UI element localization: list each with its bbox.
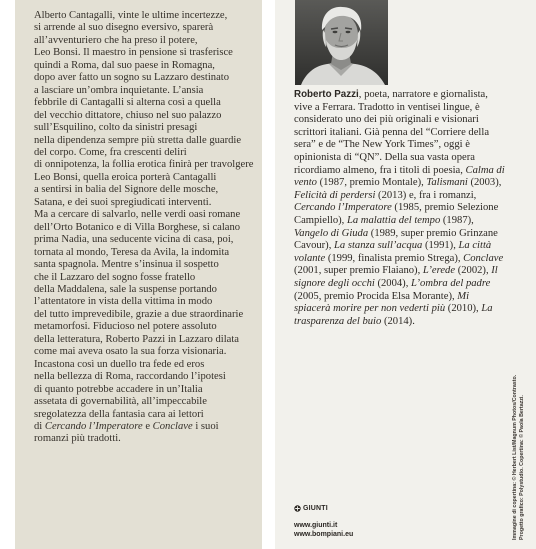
synopsis-last-line: di Cercando l’Imperatore e Conclave i suoi xyxy=(34,420,219,432)
bio-text-segment: (2004), xyxy=(374,277,412,289)
image-credits xyxy=(512,374,530,540)
synopsis-body: Alberto Cantagalli, vinte le ultime incertezze, si arrende al suo disegno eversivo, sparerà all’avventuriero che ha preso il potere, Leo Bonsi. Il maestro in pensione si trasferisce quindi a Roma, dal suo paese in Romagna, dopo aver fatto un sogno su Lazzaro destinato a lasciare un’ombra inquietante. L’ansia febbrile di Cantagalli si alterna così a quella del vecchio dittatore, chiuso nel suo palazzo sull’Esquilino, colto da sinistri presagi nella dipendenza sempre più stretta dalle guardie del corpo. Come, fra crescenti deliri di onnipotenza, la follia erotica finirà per travolgere Leo Bonsi, quella eroica porterà Cantagalli a sentirsi in balia del Signore delle mosche, Satana, e dei suoi spregiudicati interventi. Ma a cercare di salvarlo, nelle verdi oasi romane dell’Orto Botanico e di Villa Borghese, si calano prima Nadia, una seducente vicina di casa, poi, tornata al mondo, Teresa da Avila, la indomita santa spagnola. Mentre s’insinua il sospetto che il Lazzaro del sogno fosse fratello della Maddalena, sale la suspense portando l’attentatore in vista della vittima in modo del tutto imprevedibile, grazie a due straordinarie metamorfosi. Fiducioso nel potere assoluto della letteratura, Roberto Pazzi in Lazzaro dilata come mai aveva osato la sua forza visionaria. Incastona così un duello tra fede ed eros nella bellezza di Roma, raccordando l’ipotesi di quanto potrebbe accadere in un’Italia assetata di governabilità, all’impeccabile sregolatezza della fantasia cara ai lettori xyxy=(34,10,254,420)
bio-text-segment: (2001, super premio Flaiano), xyxy=(294,265,423,277)
bio-text-segment: (1987, premio Montale), xyxy=(316,177,427,189)
bio-text-segment: (1985, premio Selezione Campiello), xyxy=(294,202,499,226)
bio-text-segment: (2014). xyxy=(381,315,415,327)
bio-text-segment: , poeta, narratore e giornalista, vive a Ferrara. Tradotto in ventisei lingue, è considerato uno dei più originali e visionari scrittori italiani. Già penna del “Corriere della sera” e de “The New York Times”, oggi è opinionista di “QN”. Della sua vasta opera ricordiamo almeno, fra i titoli di poesia, xyxy=(294,89,490,176)
bio-work-title: Talismani xyxy=(426,177,468,189)
bio-work-title: L’erede xyxy=(422,265,456,277)
bio-text-segment: (2005, premio Procida Elsa Morante), xyxy=(294,290,458,302)
bio-work-title: La trasparenza del buio xyxy=(294,303,493,327)
back-flap xyxy=(275,0,536,549)
bio-work-title: Calma di vento xyxy=(294,164,505,189)
bio-work-title: L’ombra del padre xyxy=(411,277,491,289)
bio-text-segment: (1987), xyxy=(440,214,474,226)
bio-text-segment: (2002), xyxy=(455,265,492,277)
author-bio-text xyxy=(294,89,505,327)
bio-text-segment: (1989, super premio Grinzane Cavour), xyxy=(294,227,498,252)
bio-text-segment: (2010), xyxy=(445,303,482,315)
bio-work-title: Mi spiacerà morire per non vederti più xyxy=(294,290,470,315)
author-name: Roberto Pazzi xyxy=(294,89,359,100)
bio-work-title: La malattia del tempo xyxy=(346,214,441,226)
bio-work-title: Vangelo di Giuda xyxy=(294,227,369,239)
url-giunti[interactable]: www.giunti.it xyxy=(294,522,338,529)
bio-work-title: Conclave xyxy=(463,252,504,264)
bio-work-title: La città volante xyxy=(294,240,492,264)
bio-work-title: Felicità di perdersi xyxy=(294,189,376,201)
bio-text-segment: (1999, finalista premio Strega), xyxy=(325,252,464,264)
author-bio xyxy=(294,89,506,328)
synopsis-text xyxy=(34,10,262,446)
front-flap xyxy=(15,0,262,549)
bio-work-title: Cercando l’Imperatore xyxy=(294,202,392,214)
bio-text-segment: (1991), xyxy=(422,240,459,252)
bio-work-title: La stanza sull’acqua xyxy=(334,240,423,252)
url-bompiani[interactable]: www.bompiani.eu xyxy=(294,531,354,538)
synopsis-final-line: romanzi più tradotti. xyxy=(34,433,121,445)
bio-text-segment: (2003), xyxy=(467,177,502,189)
credit-cover-image: Immagine di copertina: © Herbert List/Magnum Photos/Contrasto. xyxy=(512,374,518,540)
title-cercando-l-imperatore: Cercando l’Imperatore xyxy=(44,420,143,432)
bio-work-title: Il signore degli occhi xyxy=(294,265,498,289)
title-conclave: Conclave xyxy=(152,420,193,432)
author-photo xyxy=(295,0,388,85)
giunti-logo-icon xyxy=(294,505,301,512)
bio-text-segment: (2013) e, fra i romanzi, xyxy=(375,189,477,201)
credit-design: Progetto grafico: Polystudio. Copertina: © Paola Bertazzi. xyxy=(518,395,525,540)
publisher-name: GIUNTI xyxy=(303,505,328,512)
publisher-logo xyxy=(294,505,328,512)
publisher-urls xyxy=(294,521,353,539)
